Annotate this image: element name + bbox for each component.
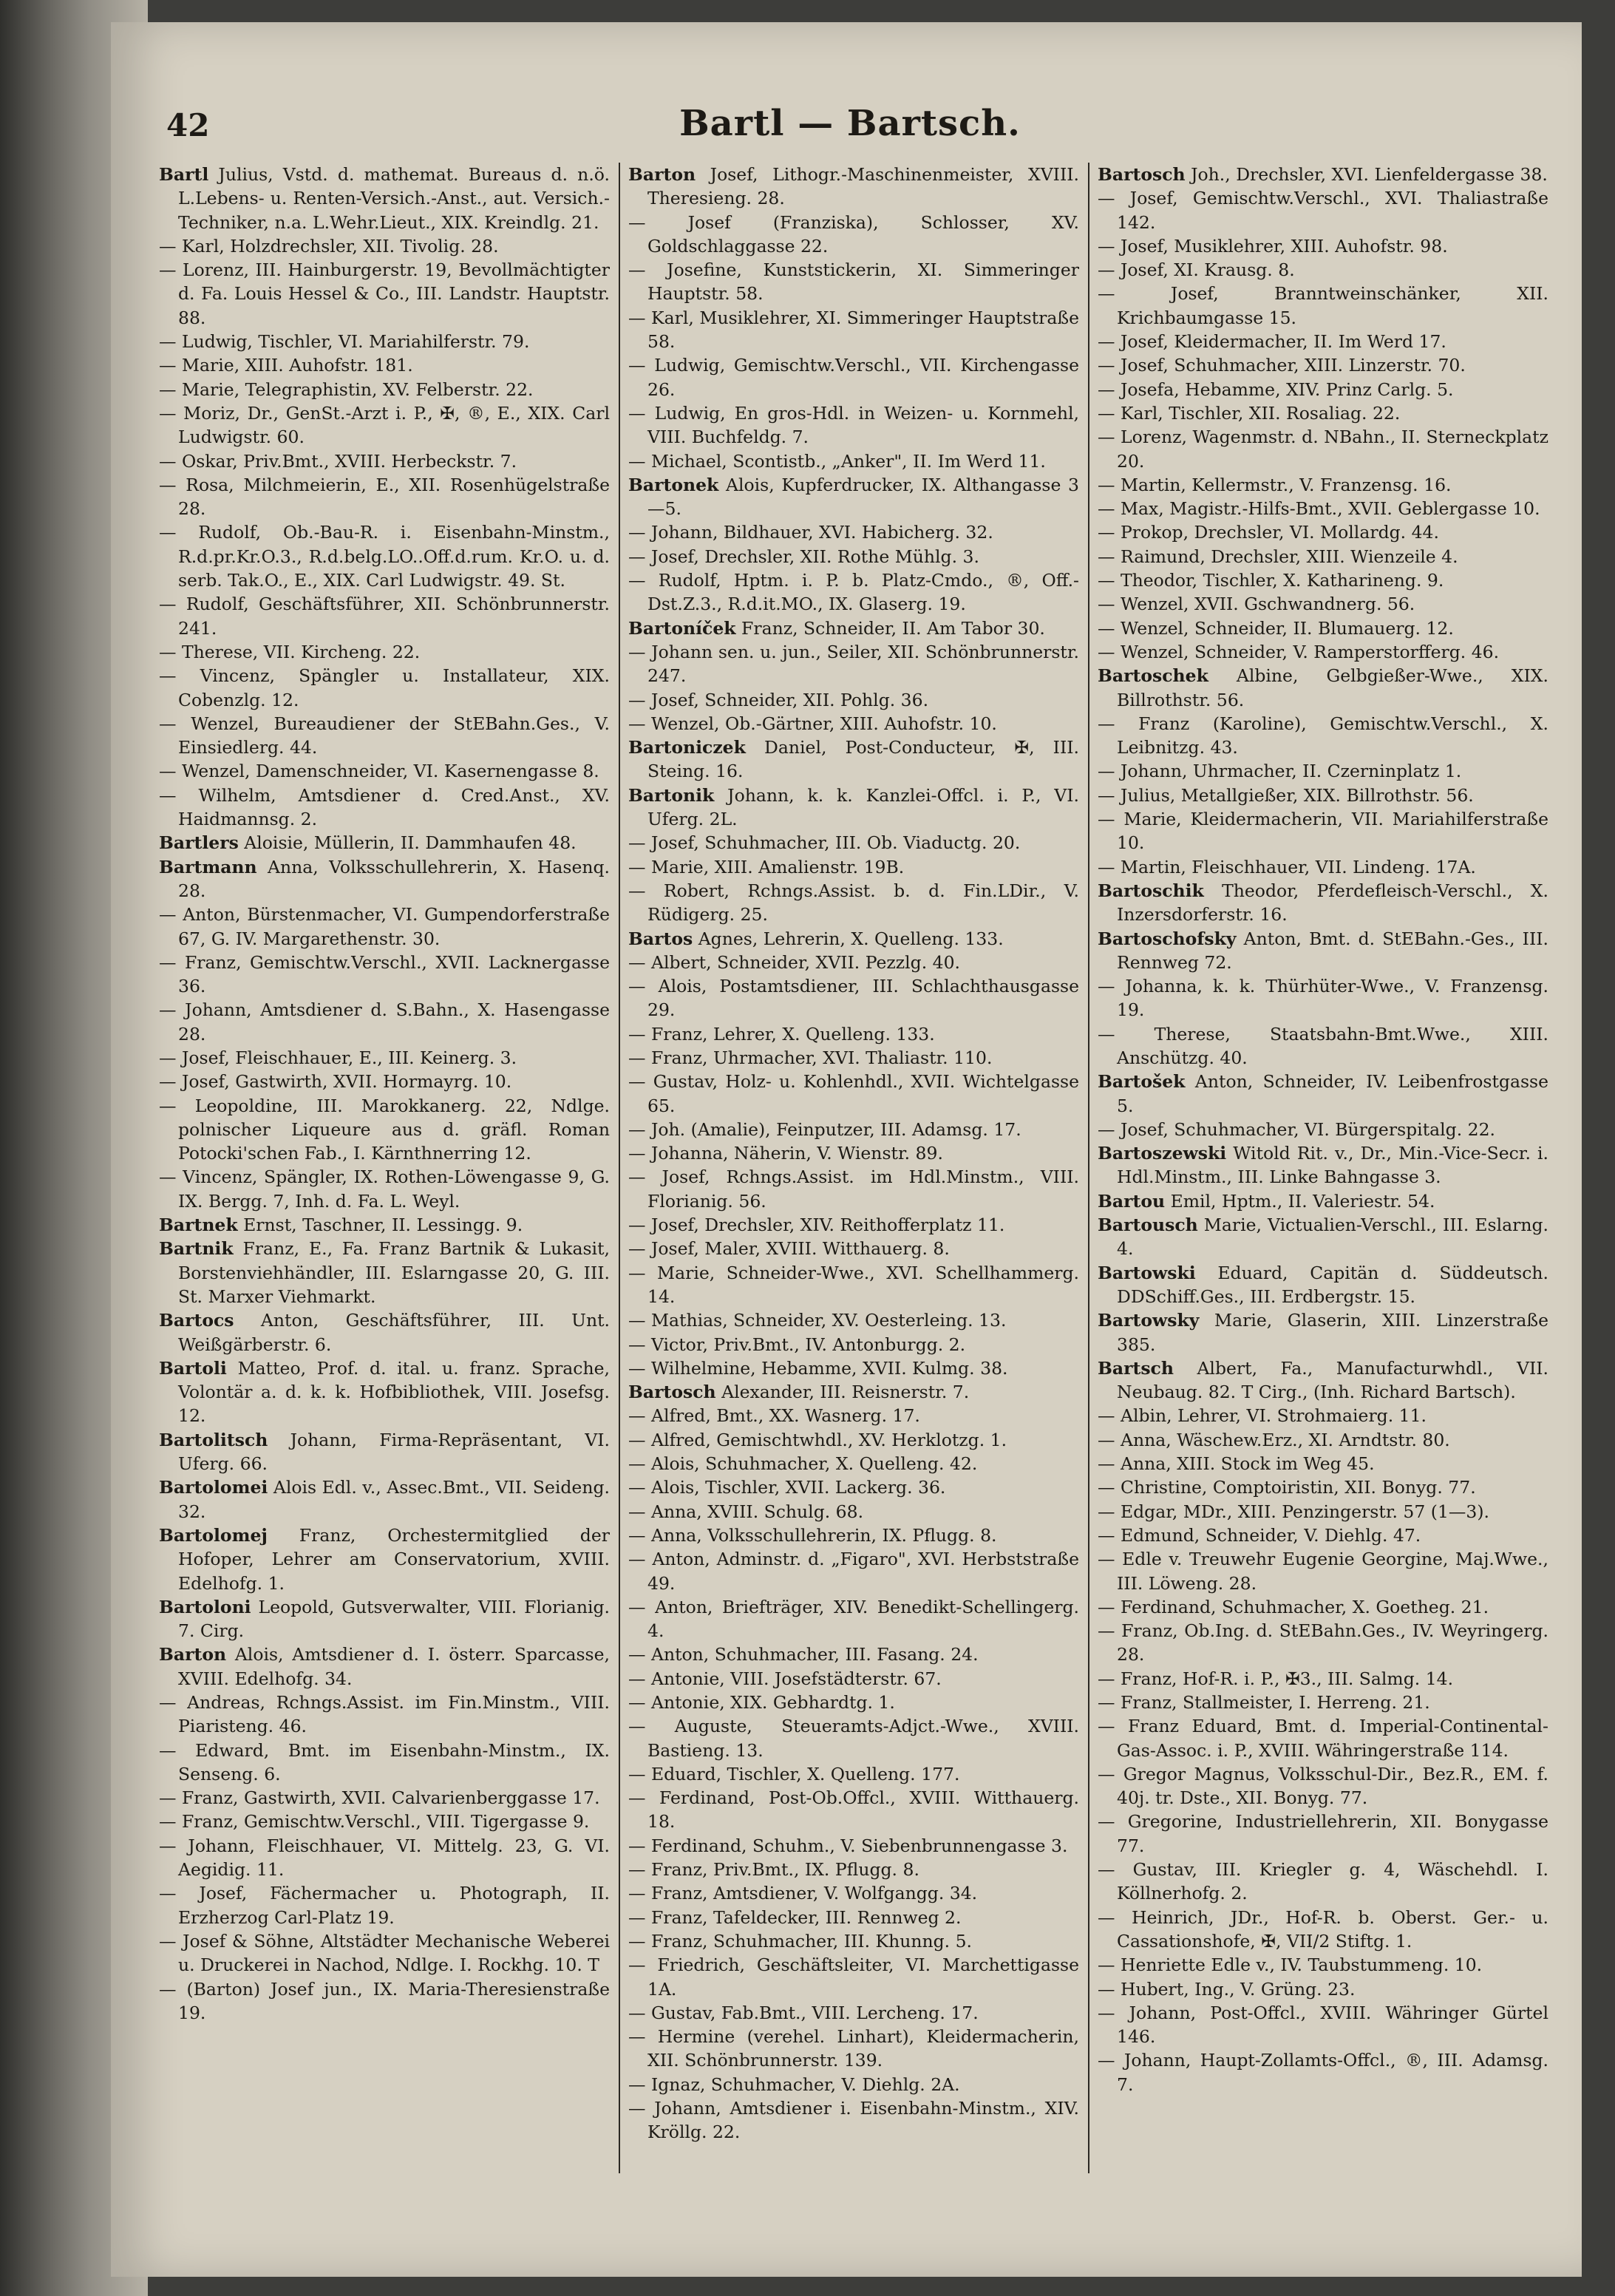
directory-entry: — Michael, Scontistb., „Anker", II. Im Werd 11. [628, 450, 1046, 472]
directory-entry: — Therese, VII. Kircheng. 22. [159, 641, 421, 662]
directory-entry: — Christine, Comptoiristin, XII. Bonyg. 77. [1098, 1477, 1476, 1498]
directory-entry: — Vincenz, Spängler, IX. Rothen-Löwengasse 9, G. IX. Bergg. 7, Inh. d. Fa. L. Weyl. [159, 1166, 610, 1212]
directory-entry: — Alois, Tischler, XVII. Lackerg. 36. [628, 1477, 946, 1498]
directory-entry: Bartosch Joh., Drechsler, XVI. Lienfeldergasse 38. [1098, 164, 1548, 185]
directory-entry: — Franz, Hof-R. i. P., ✠3., III. Salmg. 14. [1098, 1668, 1454, 1689]
directory-entry: — Edle v. Treuwehr Eugenie Georgine, Maj.Wwe., III. Löweng. 28. [1098, 1549, 1548, 1594]
directory-entry: — Karl, Tischler, XII. Rosaliag. 22. [1098, 402, 1401, 424]
directory-entry: — Alois, Schuhmacher, X. Quelleng. 42. [628, 1453, 978, 1475]
column-divider [1088, 163, 1089, 2173]
directory-entry: — Josef (Franziska), Schlosser, XV. Goldschlaggasse 22. [628, 211, 1079, 257]
directory-entry: Bartsch Albert, Fa., Manufacturwhdl., VII. Neubaug. 82. T Cirg., (Inh. Richard Bartsch). [1098, 1357, 1548, 1403]
directory-entry: — Wilhelmine, Hebamme, XVII. Kulmg. 38. [628, 1357, 1008, 1379]
directory-entry: — Josef, Branntweinschänker, XII. Krichbaumgasse 15. [1098, 283, 1548, 328]
directory-entry: — Marie, XIII. Auhofstr. 181. [159, 355, 413, 376]
directory-entry: — Antonie, XIX. Gebhardtg. 1. [628, 1692, 895, 1713]
directory-entry: — Andreas, Rchngs.Assist. im Fin.Minstm., VIII. Piaristeng. 46. [159, 1692, 610, 1737]
directory-entry: — Lorenz, III. Hainburgerstr. 19, Bevollmächtigter d. Fa. Louis Hessel & Co., III. Landstr. Hauptstr. 88. [159, 259, 610, 328]
directory-entry: — Antonie, VIII. Josefstädterstr. 67. [628, 1668, 942, 1689]
directory-entry: — Ludwig, Tischler, VI. Mariahilferstr. 79. [159, 331, 530, 353]
directory-entry: — Julius, Metallgießer, XIX. Billrothstr. 56. [1098, 784, 1474, 806]
directory-entry: Bartoli Matteo, Prof. d. ital. u. franz. Sprache, Volontär a. d. k. k. Hofbibliothek, VIII. Josefsg. 12. [159, 1357, 610, 1427]
directory-entry: — Albert, Schneider, XVII. Pezzlg. 40. [628, 951, 961, 973]
directory-entry: — Wenzel, Schneider, V. Ramperstorfferg. 46. [1098, 641, 1500, 662]
directory-entry: Bartoniczek Daniel, Post-Conducteur, ✠, III. Steing. 16. [628, 737, 1079, 782]
directory-entry: — Martin, Fleischhauer, VII. Lindeng. 17A. [1098, 856, 1476, 877]
directory-entry: Bartnik Franz, E., Fa. Franz Bartnik & Lukasit, Borstenviehhändler, III. Eslarngasse 20, G. III. St. Marxer Viehmarkt. [159, 1238, 610, 1307]
directory-entry: — Josef, XI. Krausg. 8. [1098, 259, 1295, 281]
directory-entry: — Leopoldine, III. Marokkanerg. 22, Ndlge. polnischer Liqueure aus d. gräfl. Roman Potocki'schen Fab., I. Kärnthnerring 12. [159, 1095, 610, 1164]
directory-entry: — Franz (Karoline), Gemischtw.Verschl., X. Leibnitzg. 43. [1098, 713, 1548, 758]
directory-entry: — Marie, XIII. Amalienstr. 19B. [628, 856, 905, 877]
directory-entry: — Anton, Schuhmacher, III. Fasang. 24. [628, 1644, 979, 1665]
directory-entry: Bartowski Eduard, Capitän d. Süddeutsch. DDSchiff.Ges., III. Erdbergstr. 15. [1098, 1262, 1548, 1307]
directory-entry: — Alfred, Bmt., XX. Wasnerg. 17. [628, 1405, 920, 1427]
directory-entry: — Hubert, Ing., V. Grüng. 23. [1098, 1978, 1356, 2000]
directory-entry: — Johann sen. u. jun., Seiler, XII. Schönbrunnerstr. 247. [628, 641, 1079, 687]
directory-entry: — Josef, Fleischhauer, E., III. Keinerg. 3. [159, 1047, 517, 1068]
directory-entry: — Anna, Wäschew.Erz., XI. Arndtstr. 80. [1098, 1429, 1450, 1450]
directory-entry: — Franz, Schuhmacher, III. Khunng. 5. [628, 1930, 973, 1952]
column-divider [619, 163, 620, 2173]
directory-entry: — Anna, XVIII. Schulg. 68. [628, 1501, 864, 1522]
directory-entry: — Franz, Tafeldecker, III. Rennweg 2. [628, 1906, 962, 1928]
directory-entry: — Johann, Fleischhauer, VI. Mittelg. 23, G. VI. Aegidig. 11. [159, 1835, 610, 1881]
directory-entry: — Gustav, III. Kriegler g. 4, Wäschehdl. I. Köllnerhofg. 2. [1098, 1859, 1548, 1904]
directory-entry: — Franz, Amtsdiener, V. Wolfgangg. 34. [628, 1883, 978, 1904]
directory-entry: — Franz, Stallmeister, I. Herreng. 21. [1098, 1692, 1430, 1713]
directory-entry: — Wenzel, XVII. Gschwandnerg. 56. [1098, 594, 1415, 615]
column-left [159, 163, 610, 2173]
directory-entry: — Raimund, Drechsler, XIII. Wienzeile 4. [1098, 546, 1458, 567]
column-right [1098, 163, 1548, 2173]
directory-entry: — Johanna, Näherin, V. Wienstr. 89. [628, 1143, 943, 1164]
directory-entry: — Hermine (verehel. Linhart), Kleidermacherin, XII. Schönbrunnerstr. 139. [628, 2026, 1079, 2071]
directory-entry: — Theodor, Tischler, X. Katharineng. 9. [1098, 570, 1444, 591]
directory-entry: Bartl Julius, Vstd. d. mathemat. Bureaus d. n.ö. L.Lebens- u. Renten-Versich.-Anst., aut. Versich.-Techniker, n.a. L.Wehr.Lieut., XIX. Kreindlg. 21. [159, 164, 610, 233]
directory-entry: — Wenzel, Schneider, II. Blumauerg. 12. [1098, 617, 1454, 639]
directory-entry: — Franz, Gemischtw.Verschl., VIII. Tigergasse 9. [159, 1811, 590, 1833]
directory-entry: — Ignaz, Schuhmacher, V. Diehlg. 2A. [628, 2073, 960, 2095]
directory-entry: — Rosa, Milchmeierin, E., XII. Rosenhügelstraße 28. [159, 474, 610, 520]
directory-entry: — Rudolf, Hptm. i. P. b. Platz-Cmdo., ®, Off.-Dst.Z.3., R.d.it.MO., IX. Glaserg. 19. [628, 570, 1079, 615]
directory-entry: — Anna, Volksschullehrerin, IX. Pflugg. 8. [628, 1524, 997, 1546]
directory-entry: Bartousch Marie, Victualien-Verschl., III. Eslarng. 4. [1098, 1215, 1548, 1260]
directory-entry: Bartoszewski Witold Rit. v., Dr., Min.-Vice-Secr. i. Hdl.Minstm., III. Linke Bahngasse 3. [1098, 1143, 1548, 1188]
page-title: Bartl — Bartsch. [679, 103, 1021, 144]
directory-entry: — Wenzel, Damenschneider, VI. Kasernengasse 8. [159, 761, 599, 782]
directory-entry: — Alois, Postamtsdiener, III. Schlachthausgasse 29. [628, 976, 1079, 1021]
directory-entry: — Ludwig, En gros-Hdl. in Weizen- u. Kornmehl, VIII. Buchfeldg. 7. [628, 402, 1079, 448]
directory-entry: Bartoschofsky Anton, Bmt. d. StEBahn.-Ges., III. Rennweg 72. [1098, 928, 1548, 973]
directory-entry: — Auguste, Steueramts-Adjct.-Wwe., XVIII. Bastieng. 13. [628, 1716, 1079, 1761]
directory-entry: — Marie, Telegraphistin, XV. Felberstr. 22. [159, 378, 534, 400]
directory-entry: Barton Alois, Amtsdiener d. I. österr. Sparcasse, XVIII. Edelhofg. 34. [159, 1644, 610, 1689]
directory-entry: — Josef, Musiklehrer, XIII. Auhofstr. 98. [1098, 235, 1448, 257]
directory-entry: — Ferdinand, Schuhm., V. Siebenbrunnengasse 3. [628, 1835, 1068, 1856]
directory-entry: — Wenzel, Bureaudiener der StEBahn.Ges., V. Einsiedlerg. 44. [159, 713, 610, 758]
directory-entry: — (Barton) Josef jun., IX. Maria-Theresienstraße 19. [159, 1978, 610, 2023]
directory-entry: — Johann, Haupt-Zollamts-Offcl., ®, III. Adamsg. 7. [1098, 2050, 1548, 2095]
directory-entry: Bartocs Anton, Geschäftsführer, III. Unt. Weißgärberstr. 6. [159, 1310, 610, 1355]
directory-entry: Bartos Agnes, Lehrerin, X. Quelleng. 133. [628, 928, 1004, 949]
directory-entry: — Gustav, Fab.Bmt., VIII. Lercheng. 17. [628, 2002, 979, 2023]
directory-entry: — Marie, Schneider-Wwe., XVI. Schellhammerg. 14. [628, 1262, 1079, 1307]
directory-entry: — Josef & Söhne, Altstädter Mechanische Weberei u. Druckerei in Nachod, Ndlge. I. Rockhg. 10. T [159, 1930, 610, 1976]
directory-entry: — Josef, Drechsler, XIV. Reithofferplatz 11. [628, 1215, 1005, 1236]
directory-entry: — Josef, Rchngs.Assist. im Hdl.Minstm., VIII. Florianig. 56. [628, 1166, 1079, 1212]
directory-entry: Bartou Emil, Hptm., II. Valeriestr. 54. [1098, 1190, 1435, 1212]
directory-entry: — Edmund, Schneider, V. Diehlg. 47. [1098, 1524, 1421, 1546]
directory-entry: — Rudolf, Ob.-Bau-R. i. Eisenbahn-Minstm., R.d.pr.Kr.O.3., R.d.belg.LO..Off.d.rum. Kr.O. u. d. serb. Tak.O., E., XIX. Carl Ludwigstr. 49. St. [159, 522, 610, 591]
directory-entry: — Anton, Adminstr. d. „Figaro", XVI. Herbststraße 49. [628, 1549, 1079, 1594]
directory-entry: — Heinrich, JDr., Hof-R. b. Oberst. Ger.- u. Cassationshofe, ✠, VII/2 Stiftg. 1. [1098, 1906, 1548, 1952]
directory-entry: — Franz, Gemischtw.Verschl., XVII. Lacknergasse 36. [159, 951, 610, 997]
directory-entry: — Franz, Uhrmacher, XVI. Thaliastr. 110. [628, 1047, 993, 1068]
directory-entry: — Ferdinand, Post-Ob.Offcl., XVIII. Witthauerg. 18. [628, 1787, 1079, 1833]
directory-entry: Barton Josef, Lithogr.-Maschinenmeister, XVIII. Theresieng. 28. [628, 164, 1079, 209]
column-middle [628, 163, 1079, 2173]
directory-entry: — Wenzel, Ob.-Gärtner, XIII. Auhofstr. 10. [628, 713, 997, 734]
directory-entry: Bartolitsch Johann, Firma-Repräsentant, VI. Uferg. 66. [159, 1429, 610, 1475]
directory-entry: Bartonik Johann, k. k. Kanzlei-Offcl. i. P., VI. Uferg. 2L. [628, 784, 1079, 830]
directory-entry: — Johann, Bildhauer, XVI. Habicherg. 32. [628, 522, 993, 543]
directory-entry: — Josefa, Hebamme, XIV. Prinz Carlg. 5. [1098, 378, 1454, 400]
directory-entry: — Ludwig, Gemischtw.Verschl., VII. Kirchengasse 26. [628, 355, 1079, 400]
directory-entry: — Josef, Schneider, XII. Pohlg. 36. [628, 689, 929, 710]
directory-entry: — Josef, Maler, XVIII. Witthauerg. 8. [628, 1238, 950, 1260]
directory-entry: — Franz, Gastwirth, XVII. Calvarienberggasse 17. [159, 1787, 600, 1809]
page-header [152, 100, 1548, 152]
directory-entry: Bartonek Alois, Kupferdrucker, IX. Althangasse 3—5. [628, 474, 1079, 520]
directory-entry: — Johann, Uhrmacher, II. Czerninplatz 1. [1098, 761, 1462, 782]
directory-entry: — Josef, Kleidermacher, II. Im Werd 17. [1098, 331, 1446, 353]
directory-entry: — Johann, Post-Offcl., XVIII. Währinger Gürtel 146. [1098, 2002, 1548, 2048]
directory-entry: Bartowsky Marie, Glaserin, XIII. Linzerstraße 385. [1098, 1310, 1548, 1355]
directory-entry: — Gregor Magnus, Volksschul-Dir., Bez.R., EM. f. 40j. tr. Dste., XII. Bonyg. 77. [1098, 1763, 1548, 1809]
directory-entry: — Martin, Kellermstr., V. Franzensg. 16. [1098, 474, 1452, 495]
directory-entry: — Karl, Musiklehrer, XI. Simmeringer Hauptstraße 58. [628, 307, 1079, 353]
directory-entry: Bartoníček Franz, Schneider, II. Am Tabor 30. [628, 617, 1045, 639]
directory-entry: — Anna, XIII. Stock im Weg 45. [1098, 1453, 1375, 1475]
directory-entry: Bartoschek Albine, Gelbgießer-Wwe., XIX. Billrothstr. 56. [1098, 665, 1548, 710]
directory-entry: — Anton, Bürstenmacher, VI. Gumpendorferstraße 67, G. IV. Margarethenstr. 30. [159, 904, 610, 949]
directory-entry: — Therese, Staatsbahn-Bmt.Wwe., XIII. Anschützg. 40. [1098, 1023, 1548, 1068]
directory-entry: — Franz, Lehrer, X. Quelleng. 133. [628, 1023, 935, 1045]
directory-entry: — Max, Magistr.-Hilfs-Bmt., XVII. Geblergasse 10. [1098, 498, 1540, 520]
page-number: 42 [166, 107, 210, 143]
directory-entry: — Josef, Gemischtw.Verschl., XVI. Thaliastraße 142. [1098, 188, 1548, 233]
directory-entry: — Josef, Schuhmacher, XIII. Linzerstr. 70. [1098, 355, 1466, 376]
directory-entry: — Edgar, MDr., XIII. Penzingerstr. 57 (1—3). [1098, 1501, 1489, 1522]
directory-entry: — Oskar, Priv.Bmt., XVIII. Herbeckstr. 7. [159, 450, 517, 472]
directory-entry: — Friedrich, Geschäftsleiter, VI. Marchettigasse 1A. [628, 1954, 1079, 2000]
directory-entry: — Johanna, k. k. Thürhüter-Wwe., V. Franzensg. 19. [1098, 976, 1548, 1021]
directory-entry: — Josef, Schuhmacher, III. Ob. Viaductg. 20. [628, 832, 1021, 854]
directory-entry: — Wilhelm, Amtsdiener d. Cred.Anst., XV. Haidmannsg. 2. [159, 784, 610, 830]
directory-columns [159, 163, 1548, 2173]
directory-entry: — Moriz, Dr., GenSt.-Arzt i. P., ✠, ®, E., XIX. Carl Ludwigstr. 60. [159, 402, 610, 448]
directory-entry: — Franz, Priv.Bmt., IX. Pflugg. 8. [628, 1859, 919, 1881]
directory-entry: — Albin, Lehrer, VI. Strohmaierg. 11. [1098, 1405, 1427, 1427]
directory-entry: — Ferdinand, Schuhmacher, X. Goetheg. 21. [1098, 1596, 1489, 1617]
directory-entry: — Mathias, Schneider, XV. Oesterleing. 13. [628, 1310, 1007, 1331]
directory-entry: — Rudolf, Geschäftsführer, XII. Schönbrunnerstr. 241. [159, 594, 610, 639]
directory-entry: — Josef, Gastwirth, XVII. Hormayrg. 10. [159, 1071, 512, 1093]
directory-entry: — Vincenz, Spängler u. Installateur, XIX. Cobenzlg. 12. [159, 665, 610, 710]
directory-entry: Bartoloni Leopold, Gutsverwalter, VIII. Florianig. 7. Cirg. [159, 1596, 610, 1642]
directory-entry: Bartošek Anton, Schneider, IV. Leibenfrostgasse 5. [1098, 1071, 1548, 1116]
directory-entry: — Victor, Priv.Bmt., IV. Antonburgg. 2. [628, 1334, 966, 1355]
directory-entry: Bartolomei Alois Edl. v., Assec.Bmt., VII. Seideng. 32. [159, 1477, 610, 1522]
directory-entry: — Joh. (Amalie), Feinputzer, III. Adamsg. 17. [628, 1118, 1021, 1140]
directory-entry: Bartosch Alexander, III. Reisnerstr. 7. [628, 1382, 970, 1403]
directory-entry: — Franz, Ob.Ing. d. StEBahn.Ges., IV. Weyringerg. 28. [1098, 1620, 1548, 1665]
directory-entry: — Gregorine, Industriellehrerin, XII. Bonygasse 77. [1098, 1811, 1548, 1856]
directory-entry: — Franz Eduard, Bmt. d. Imperial-Continental-Gas-Assoc. i. P., XVIII. Währingerstraße 114. [1098, 1716, 1548, 1761]
directory-entry: Bartoschik Theodor, Pferdefleisch-Verschl., X. Inzersdorferstr. 16. [1098, 880, 1548, 925]
directory-entry: — Robert, Rchngs.Assist. b. d. Fin.LDir., V. Rüdigerg. 25. [628, 880, 1079, 925]
directory-entry: — Josef, Schuhmacher, VI. Bürgerspitalg. 22. [1098, 1118, 1496, 1140]
directory-entry: — Edward, Bmt. im Eisenbahn-Minstm., IX. Senseng. 6. [159, 1739, 610, 1784]
directory-entry: — Johann, Amtsdiener i. Eisenbahn-Minstm., XIV. Kröllg. 22. [628, 2098, 1079, 2143]
directory-entry: — Johann, Amtsdiener d. S.Bahn., X. Hasengasse 28. [159, 999, 610, 1045]
directory-entry: — Lorenz, Wagenmstr. d. NBahn., II. Sterneckplatz 20. [1098, 427, 1548, 472]
directory-entry: Bartmann Anna, Volksschullehrerin, X. Hasenq. 28. [159, 856, 610, 901]
directory-entry: Bartolomej Franz, Orchestermitglied der Hofoper, Lehrer am Conservatorium, XVIII. Edelhofg. 1. [159, 1524, 610, 1594]
directory-entry: — Eduard, Tischler, X. Quelleng. 177. [628, 1763, 960, 1784]
directory-entry: — Henriette Edle v., IV. Taubstummeng. 10. [1098, 1954, 1483, 1976]
directory-entry: — Josef, Fächermacher u. Photograph, II. Erzherzog Carl-Platz 19. [159, 1883, 610, 1928]
directory-entry: — Josefine, Kunststickerin, XI. Simmeringer Hauptstr. 58. [628, 259, 1079, 305]
directory-entry: — Prokop, Drechsler, VI. Mollardg. 44. [1098, 522, 1439, 543]
directory-entry: — Josef, Drechsler, XII. Rothe Mühlg. 3. [628, 546, 979, 567]
directory-entry: Bartnek Ernst, Taschner, II. Lessingg. 9. [159, 1215, 523, 1236]
directory-entry: — Marie, Kleidermacherin, VII. Mariahilferstraße 10. [1098, 809, 1548, 854]
directory-entry: — Anton, Briefträger, XIV. Benedikt-Schellingerg. 4. [628, 1596, 1079, 1642]
directory-entry: — Karl, Holzdrechsler, XII. Tivolig. 28. [159, 235, 499, 257]
directory-entry: — Alfred, Gemischtwhdl., XV. Herklotzg. 1. [628, 1429, 1007, 1450]
directory-entry: — Gustav, Holz- u. Kohlenhdl., XVII. Wichtelgasse 65. [628, 1071, 1079, 1116]
directory-entry: Bartlers Aloisie, Müllerin, II. Dammhaufen 48. [159, 832, 577, 854]
